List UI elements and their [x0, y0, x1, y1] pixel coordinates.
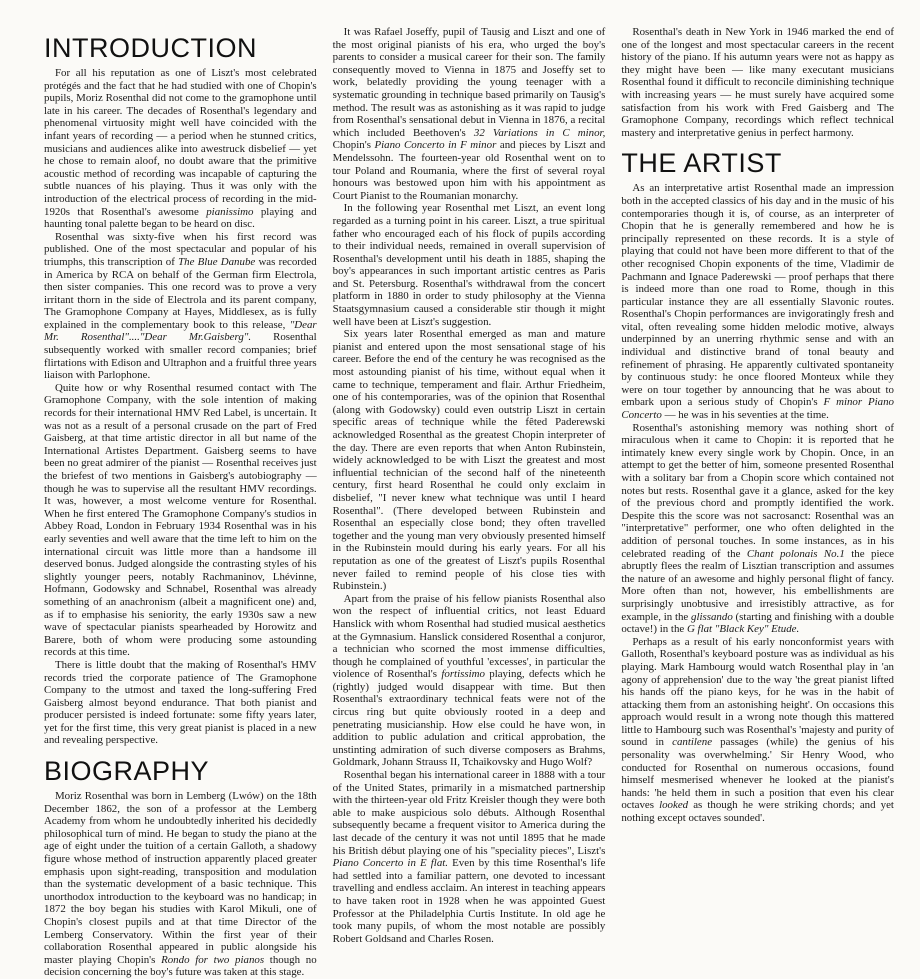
artist-paragraph-1: As an interpretative artist Rosenthal made an impression both in the accepted classics of his day and in the music of his contemporaries though it is, of course, as an interpreter of Chopin that he is generally remembered and how he is principally represented on these records. It is a style of playing that could not have been more different to that of the other recognised Chopin exponents of the time, Vladimir de Pachmann and Ignace Paderewski — proof perhaps that there is indeed more than one road to Rome, though in this particular instance they are all essentially Slavonic routes. Rosenthal's Chopin performances are invigoratingly fresh and vital, often revealing some hidden melodic motive, always underpinned by an unerring rhythmic sense and with an individual and distinctive brand of tonal beauty and refinement of phrasing. He apparently cultivated spontaneity by continuous study: he once floored Monteux while they were on tour together by announcing that he was about to embark upon a serious study of Chopin's F minor Piano Concerto — he was in his seventies at the time.: [621, 182, 894, 422]
artist-paragraph-3: Perhaps as a result of his early nonconformist years with Galloth, Rosenthal's keyboard posture was as individual as his playing. Mark Hambourg would watch Rosenthal play in 'an agony of apprehension' due to the way 'the great pianist lifted his hands off the piano keys, for he was in the habit of attacking them from an astonishing height'. On occasions this approach would result in a wrong note though this mattered little to Hambourg such was Rosenthal's 'majesty and purity of sound in cantilene passages (while) the genius of his personality was overwhelming.' Sir Henry Wood, who conducted for Rosenthal on numerous occasions, found himself mesmerised whenever he looked at the pianist's hands: 'he held them in such a position that even his clear octaves looked as though he were striking chords; and yet nothing except octaves sounded'.: [621, 635, 894, 825]
biography-paragraph-6: Rosenthal began his international career in 1888 with a tour of the United States, primarily in a mismatched partnership with the thirteen-year old Fritz Kreisler though they were both able to make auspicious solo débuts. Although Rosenthal subsequently became a frequent visitor to America during the last decade of the century it was not until 1895 that he made his British début playing one of his "speciality pieces", Liszt's Piano Concerto in E flat. Even by this time Rosenthal's life had settled into a familiar pattern, one devoted to incessant travelling and endless acclaim. An interest in teaching appears to have taken root in 1928 when he was appointed Guest Professor at the Philadelphia Curtis Institute. In old age he took many pupils, of whom the most notable are possibly Robert Goldsand and Charles Rosen.: [332, 769, 606, 945]
biography-paragraph-2: It was Rafael Joseffy, pupil of Tausig and Liszt and one of the most original pianists of his era, who urged the boy's parents to consider a musical career for their son. The family consequently moved to Vienna in 1875 and Joseffy set to work, belatedly providing the young teenager with a systematic grounding in technique based primarily on Tausig's method. The result was as astonishing as it was rapid to judge from Rosenthal's sensational debut in Vienna in 1876, a recital which included Beethoven's 32 Variations in C minor, Chopin's Piano Concerto in F minor and pieces by Liszt and Mendelssohn. The fourteen-year old Rosenthal went on to tour Poland and Roumania, where the first of several royal honours was bestowed upon him with his appointment as Court Pianist to the Roumanian monarchy.: [332, 26, 606, 202]
introduction-paragraph-4: There is little doubt that the making of Rosenthal's HMV records tried the corporate patience of The Gramophone Company to the utmost and taxed the long-suffering Fred Gaisberg almost beyond endurance. That both pianist and producer persisted is indeed fortunate: some fifty years later, yet for the first time, this very great pianist is placed in a new and revealing perspective.: [44, 658, 317, 747]
column-3: [621, 26, 894, 979]
introduction-paragraph-3: Quite how or why Rosenthal resumed contact with The Gramophone Company, with the sole intention of making records for their international HMV Red Label, is uncertain. It was not as a result of a personal crusade on the part of Fred Gaisberg, at that time artistic director in all but name of the International Artistes Department. Gaisberg seems to have been no great admirer of the pianist — Rosenthal receives just the briefest of two mentions in Gaisberg's autobiography — though he was to supervise all the resultant HMV recordings. It was, however, a most welcome venture for Rosenthal. When he first entered The Gramophone Company's studios in Abbey Road, London in February 1934 Rosenthal was in his early seventies and well aware that the time left to him on the international circuit was little more than a handsome ill deserved bonus. Judged alongside the contrasting styles of his slightly younger peers, notably Rachmaninov, Lhévinne, Hofmann, Godowsky and Schnabel, Rosenthal was already something of an anachronism (albeit a magnificent one) and, as if to emphasise his seniority, the early 1930s saw a new wave of spectacular pianists spearheaded by Horowitz and Barere, both of whom were producing some astounding records at this time.: [44, 381, 317, 659]
introduction-paragraph-2: Rosenthal was sixty-five when his first record was published. One of the most spectacular and popular of his triumphs, this transcription of The Blue Danube was recorded in America by RCA on behalf of the German firm Electrola, then sister companies. This one record was to prove a very irritant thorn in the side of Electrola and its parent company, The Gramophone Company at Hayes, Middlesex, as is fully explained in the complementary book to this release, "Dear Mr. Rosenthal"...."Dear Mr.Gaisberg". Rosenthal subsequently worked with smaller record companies; brief flirtations with Edison and Ultraphon and a fruitful three years liaison with Parlophone.: [44, 230, 317, 382]
biography-paragraph-4: Six years later Rosenthal emerged as man and mature pianist and entered upon the most sensational stage of his career. Before the end of the century he was recognised as the most astounding pianist of his time, without equal when it came to technique, temperament and flair. Arthur Friedheim, one of his contemporaries, was of the opinion that Rosenthal (along with Godowsky) could even outstrip Liszt in certain specific areas of technique while the fêted Paderewski acknowledged Rosenthal as the greatest Chopin interpreter of the day. There are even reports that when Anton Rubinstein, widely acknowledged to be with Liszt the greatest and most influential technician of the second half of the nineteenth century, first heard Rosenthal he could only exclaim in disbelief, "I never knew what technique was until I heard Rosenthal". (There developed between Rubinstein and Rosenthal an especially close bond; they often travelled together and the young man very obviously presented himself in the Rubinstein mould during his early years. For all his reputation as one of the greatest of Liszt's pupils Rosenthal never failed to remind people of his close ties with Rubinstein.): [332, 328, 606, 593]
biography-paragraph-7: Rosenthal's death in New York in 1946 marked the end of one of the longest and most spectacular careers in the recent history of the piano. If his autumn years were not as happy as they might have been — like many executant musicians Rosenthal found it difficult to reconcile diminishing technique with increasing years — he must surely have acquired some satisfaction from his work with Fred Gaisberg and The Gramophone Company, recordings which reflect technical mastery and interpretative genius in perfect harmony.: [621, 26, 894, 139]
column-1: [44, 26, 317, 979]
heading-the-artist: THE ARTIST: [621, 148, 782, 179]
biography-paragraph-5: Apart from the praise of his fellow pianists Rosenthal also won the respect of influential critics, not least Eduard Hanslick with whom Rosenthal had studied musical aesthetics at the Gymnasium. Hanslick considered Rosenthal a conjuror, a technician who scorned the most immense difficulties, though he complained of youthful 'excesses', in particular the violence of Rosenthal's fortissimo playing, defects which he (rightly) judged would disappear with time. But then Rosenthal's extraordinary technical feats were not of the circus ring but quite obviously rooted in a deep and penetrating musicianship. How else could he have won, in addition to public adulation and critical approbation, the unstinting admiration of such diverse composers as Brahms, Goldmark, Johann Strauss II, Tchaikovsky and Hugo Wolf?: [332, 592, 606, 769]
heading-introduction: INTRODUCTION: [44, 33, 257, 63]
heading-biography: BIOGRAPHY: [44, 756, 210, 787]
biography-paragraph-1: Moriz Rosenthal was born in Lemberg (Lwów) on the 18th December 1862, the son of a professor at the Lemberg Academy from whom he undoubtedly inherited his decidedly philosophical turn of mind. He began to study the piano at the age of eight under the tuition of a certain Galloth, a shadowy figure whose method of instruction apparently placed greater emphasis upon sight-reading, transposition and modulation than the systematic development of a basic technique. This unorthodox introduction to the keyboard was no handicap; in 1872 the boy began his studies with Karol Mikuli, one of Chopin's closest pupils and at that time Director of the Lemberg Conservatory. Within the first year of their collaboration Rosenthal appeared in public alongside his master playing Chopin's Rondo for two pianos though no decision concerning the boy's future was taken at this stage.: [44, 790, 317, 979]
introduction-paragraph-1: For all his reputation as one of Liszt's most celebrated protégés and the fact that he had studied with one of Chopin's pupils, Moriz Rosenthal did not come to the gramophone until late in his career. The decades of Rosenthal's legendary and phenomenal virtuosity might well have coincided with the infant years of recording — a period when he stunned critics, musicians and audiences alike into awestruck disbelief — yet he chose to remain aloof, no doubt aware that the primitive acoustic method of recording was incapable of capturing the subtle nuances of his playing. Thus it was only with the introduction of the electrical process of recording in the mid-1920s that Rosenthal's awesome pianissimo playing and haunting tonal palette began to be heard on disc.: [44, 67, 317, 231]
column-2: [333, 26, 606, 979]
biography-paragraph-3: In the following year Rosenthal met Liszt, an event long regarded as a turning point in his career. Liszt, a true spiritual father who encouraged each of his flock of pupils according to their individual needs, remained in overall supervision of Rosenthal's development until his death in 1885, shaping the boy's appearances in such important artistic centres as Paris and St. Petersburg. Rosenthal's withdrawal from the concert platform in 1880 in order to study philosophy at the Vienna Staatsgymnasium caused a considerable stir though it might well have been at Liszt's suggestion.: [332, 202, 606, 328]
artist-paragraph-2: Rosenthal's astonishing memory was nothing short of miraculous when it came to Chopin: it is reported that he intimately knew every single work by Chopin. Once, in an attempt to get the better of him, someone presented Rosenthal with a solitary bar from a Chopin score which contained not notes but rests. Rosenthal gave it a glance, asked for the key of the previous chord and promptly identified the work. Despite this the score was not sacrosanct: Rosenthal was an "interpretative" performer, one who often delighted in the addition of personal touches. In some instances, as in his celebrated reading of the Chant polonais No.1 the piece abruptly flees the realm of Lisztian transcription and assumes the nature of an awesome and highly personal flight of fancy. More often than not, however, his embellishments are surprisingly unobtusive and irresistibly attractive, as for example, in the glissando (starting and finishing with a double octave!) in the G flat "Black Key" Etude.: [621, 421, 894, 636]
